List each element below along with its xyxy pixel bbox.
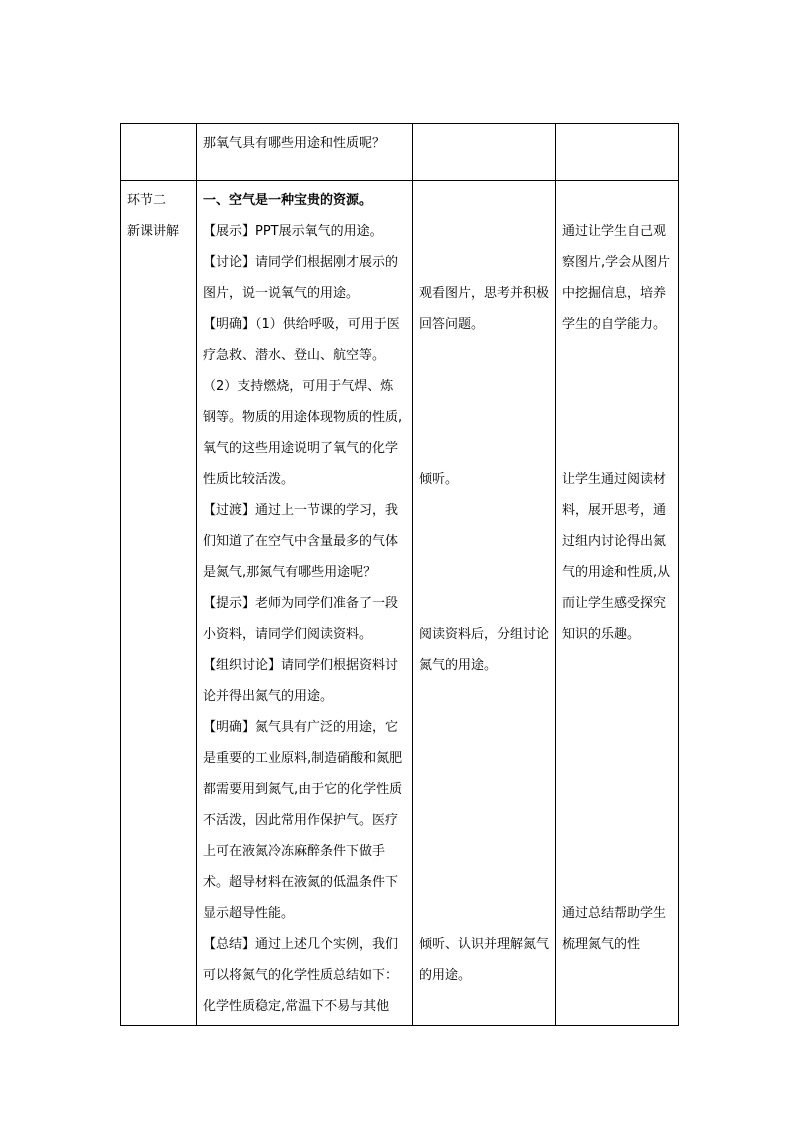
section-cell: [121, 181, 197, 1026]
spacer: [562, 650, 672, 898]
design-intent-cell: [556, 124, 679, 181]
table-row: [121, 181, 679, 1026]
teacher-paragraph: 【总结】通过上述几个实例，我们可以将氮气的化学性质总结如下：化学性质稳定,常温下不易与其他: [203, 937, 399, 1014]
section-label: 环节二: [127, 193, 167, 208]
teacher-paragraph: 【讨论】请同学们根据刚才展示的图片，说一说氧气的用途。: [203, 255, 399, 301]
student-activity-cell: [413, 181, 556, 1026]
spacer: [419, 185, 549, 278]
student-activity-cell: [413, 124, 556, 181]
spacer: [419, 340, 549, 464]
teacher-paragraph: 【明确】（1）供给呼吸，可用于医疗急救、潜水、登山、航空等。: [203, 317, 400, 363]
teacher-activity-cell: [197, 124, 413, 181]
intent-paragraph: 让学生通过阅读材料，展开思考，通过组内讨论得出氮气的用途和性质,从而让学生感受探究知识的乐趣。: [562, 472, 671, 642]
section-label: 新课讲解: [127, 224, 180, 239]
table-row: [121, 124, 679, 181]
teacher-text: 那氧气具有哪些用途和性质呢？: [203, 136, 386, 151]
spacer: [562, 185, 672, 216]
section-cell: [121, 124, 197, 181]
teacher-paragraph: 【提示】老师为同学们准备了一段小资料，请同学们阅读资料。: [203, 596, 399, 642]
design-intent-cell: [556, 181, 679, 1026]
teacher-activity-cell: [197, 181, 413, 1026]
spacer: [419, 495, 549, 619]
intent-paragraph: 通过让学生自己观察图片,学会从图片中挖掘信息，培养学生的自学能力。: [562, 224, 671, 332]
teacher-paragraph: 【明确】氮气具有广泛的用途，它是重要的工业原料,制造硝酸和氮肥都需要用到氮气,由于它的化学性质不活泼，因此常用作保护气。医疗上可在液氮冷冻麻醉条件下做手术。超导材料在液氮的低温条件下显示超导性能。: [203, 720, 403, 921]
student-paragraph: 倾听。: [419, 472, 459, 487]
spacer: [419, 681, 549, 929]
spacer: [562, 340, 672, 464]
teacher-paragraph: 【展示】PPT展示氧气的用途。: [203, 224, 383, 239]
student-paragraph: 观看图片，思考并积极回答问题。: [419, 286, 550, 332]
lesson-plan-table: [120, 123, 679, 1026]
teacher-paragraph: 【组织讨论】请同学们根据资料讨论并得出氮气的用途。: [203, 658, 399, 704]
section-heading: 一、空气是一种宝贵的资源。: [203, 193, 373, 208]
student-paragraph: 倾听、认识并理解氮气的用途。: [419, 937, 550, 983]
student-paragraph: 阅读资料后，分组讨论氮气的用途。: [419, 627, 550, 673]
teacher-paragraph: （2）支持燃烧，可用于气焊、炼钢等。物质的用途体现物质的性质,氧气的这些用途说明了氧气的化学性质比较活泼。: [203, 379, 403, 487]
intent-paragraph: 通过总结帮助学生梳理氮气的性: [562, 906, 667, 952]
teacher-paragraph: 【过渡】通过上一节课的学习，我们知道了在空气中含量最多的气体是氮气,那氮气有哪些用途呢？: [203, 503, 399, 580]
